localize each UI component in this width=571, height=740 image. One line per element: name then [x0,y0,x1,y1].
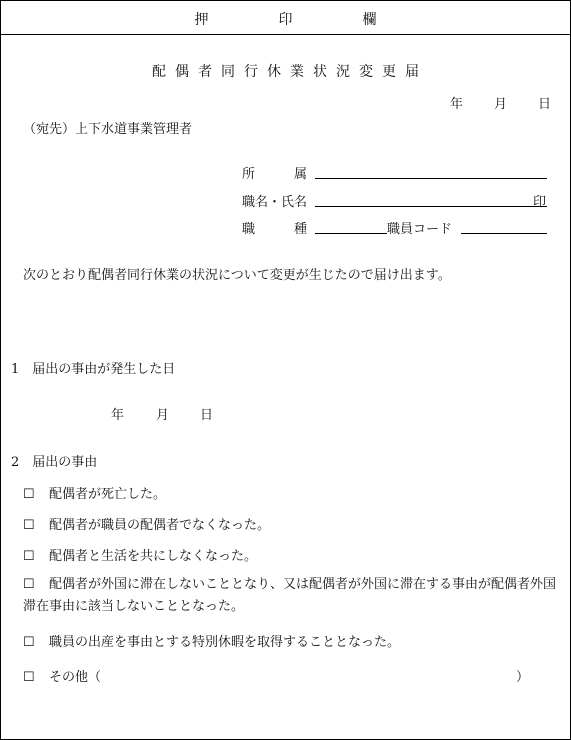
submission-day-label: 日 [538,97,552,112]
section1-heading: 1 届出の事由が発生した日 [11,362,176,377]
reason-option-no-longer-spouse[interactable] [23,514,270,533]
reason-option-label: 職員の出産を事由とする特別休暇を取得することとなった。 [49,635,401,650]
affiliation-field[interactable] [315,178,547,179]
other-close-paren: ） [516,670,530,685]
occurrence-day-label: 日 [200,408,214,423]
name-label: 職名・氏名 [242,195,308,210]
occurrence-year-label: 年 [111,408,125,423]
submission-year-label: 年 [450,97,464,112]
section2-heading: 2 届出の事由 [11,455,98,470]
occurrence-month-label: 月 [156,408,170,423]
staff-code-field[interactable] [461,233,547,234]
reason-option-special-leave[interactable] [23,631,400,650]
job-type-label: 職 種 [242,222,308,237]
affiliation-label: 所 属 [242,167,308,182]
reason-option-label: 配偶者が死亡した。 [49,487,167,502]
reason-option-not-living-together[interactable] [23,545,257,564]
submission-month-label: 月 [494,97,508,112]
seal-field-title: 押 印 欄 [194,12,405,28]
addressee: （宛先）上下水道事業管理者 [23,122,193,137]
reason-option-label: 配偶者が外国に滞在しないこととなり、又は配偶者が外国に滞在する事由が配偶者外国滞在事由に該当しないこととなった。 [23,577,557,614]
reason-option-death[interactable] [23,483,166,502]
staff-code-label: 職員コード [387,222,453,237]
name-field[interactable] [315,206,547,207]
checkbox[interactable]: ☐ [23,670,35,685]
form-title: 配偶者同行休業状況変更届 [152,64,428,80]
checkbox[interactable]: ☐ [23,549,35,564]
reason-option-label: 配偶者と生活を共にしなくなった。 [49,549,258,564]
checkbox[interactable]: ☐ [23,487,35,502]
checkbox[interactable]: ☐ [23,518,35,533]
reason-option-label: 配偶者が職員の配偶者でなくなった。 [49,518,271,533]
reason-option-abroad-status[interactable] [23,574,568,618]
reason-option-other[interactable] [23,666,101,685]
seal-field-header [1,1,570,35]
other-label: その他（ [49,670,102,685]
job-type-field[interactable] [315,233,387,234]
intro-text: 次のとおり配偶者同行休業の状況について変更が生じたので届け出ます。 [23,268,451,283]
checkbox[interactable]: ☐ [23,635,35,650]
checkbox[interactable]: ☐ [23,577,35,592]
seal-mark: 印 [533,195,547,210]
